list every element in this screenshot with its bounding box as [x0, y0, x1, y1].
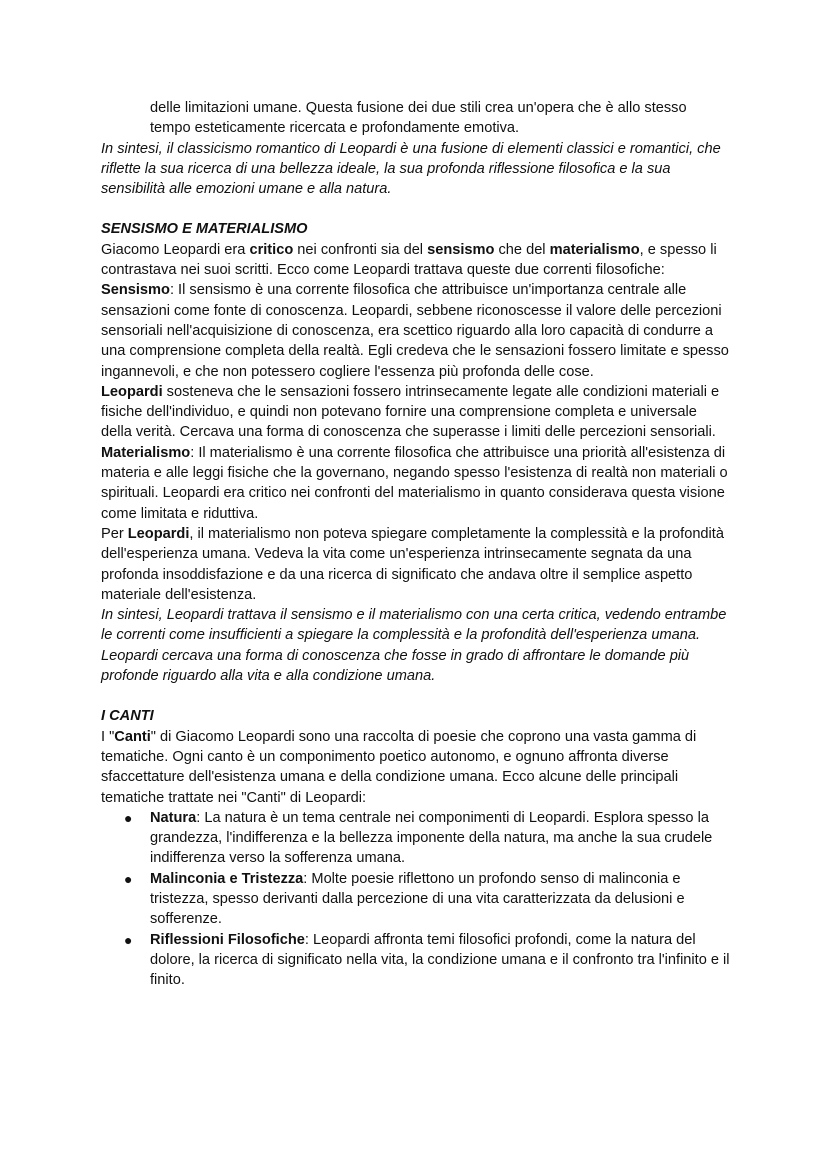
bold-critico: critico — [249, 241, 294, 258]
text-run: Giacomo Leopardi era — [101, 241, 250, 258]
text-run: , il materialismo non poteva spiegare completamente la complessità e la profondità dell'esperienza umana. Vedeva la vita come un'esperienza intrinsecamente segnata da una profonda insoddisfazione e da una ricerca di significato che andava oltre il semplice aspetto materiale dell'esistenza. — [101, 525, 724, 603]
canti-intro-paragraph — [101, 727, 731, 808]
text-run: : Molte poesie riflettono un profondo senso di malinconia e tristezza, spesso derivanti dalla percezione di una vita caratterizzata da delusioni e sofferenze. — [150, 870, 685, 928]
text-run: : Leopardi affronta temi filosofici profondi, come la natura del dolore, la ricerca di significato nella vita, la condizione umana e il confronto tra l'infinito e il finito. — [150, 931, 730, 989]
list-item — [101, 869, 731, 930]
text-run: : Il sensismo è una corrente filosofica che attribuisce un'importanza centrale alle sensazioni come fonte di conoscenza. Leopardi, sebbene riconoscesse il valore delle percezioni sensoriali nell'acquisizione di conoscenza, era scettico riguardo alla loro capacità di condurre a una comprensione completa della realtà. Egli credeva che le sensazioni fossero limitate e spesso ingannevoli, e che non potessero cogliere l'essenza più profonda delle cose. — [101, 282, 729, 380]
text-run: Per — [101, 525, 128, 542]
text-run: sosteneva che le sensazioni fossero intrinsecamente legate alle condizioni materiali e fisiche dell'individuo, e quindi non potevano fornire una comprensione completa e universale della verità. Cercava una forma di conoscenza che superasse i limiti delle percezioni sensoriali. — [101, 383, 720, 441]
term-sensismo: Sensismo — [101, 282, 170, 299]
intro-summary: In sintesi, il classicismo romantico di Leopardi è una fusione di elementi classici e romantici, che riflette la sua ricerca di una bellezza ideale, la sua profonda riflessione filosofica e la sua sensibilità alle emozioni umane e alla natura. — [101, 140, 721, 198]
sensismo-summary: In sintesi, Leopardi trattava il sensismo e il materialismo con una certa critica, vedendo entrambe le correnti come insufficienti a spiegare la complessità e la profondità dell'esperienza umana. Leopardi cercava una forma di conoscenza che fosse in grado di affrontare le domande più profonde riguardo alla vita e alla condizione umana. — [101, 607, 727, 685]
spacer — [101, 686, 731, 706]
section-heading-sensismo: SENSISMO E MATERIALISMO — [101, 221, 308, 238]
bold-sensismo: sensismo — [427, 241, 495, 258]
text-run: , e spesso li contrastava nei suoi scritti. Ecco come Leopardi trattava queste due correnti filosofiche: — [101, 241, 717, 279]
bullet-icon: ● — [124, 931, 133, 948]
bold-materialismo: materialismo — [549, 241, 640, 258]
per-leopardi-paragraph — [101, 524, 731, 605]
term-materialismo: Materialismo — [101, 444, 191, 461]
term-riflessioni: Riflessioni Filosofiche — [150, 931, 305, 948]
list-item — [101, 808, 731, 869]
intro-continuation: delle limitazioni umane. Questa fusione dei due stili crea un'opera che è allo stesso tempo esteticamente ricercata e profondamente emotiva. — [150, 100, 687, 137]
text-run: nei confronti sia del — [293, 241, 428, 258]
text-run: I " — [101, 728, 115, 745]
text-run: che del — [494, 241, 550, 258]
term-leopardi: Leopardi — [127, 525, 190, 542]
section-heading-canti: I CANTI — [101, 708, 154, 725]
term-leopardi: Leopardi — [101, 383, 163, 400]
term-natura: Natura — [150, 809, 197, 826]
sensismo-paragraph — [101, 280, 731, 381]
text-run: : La natura è un tema centrale nei componimenti di Leopardi. Esplora spesso la grandezza, l'indifferenza e la bellezza imponente della natura, ma anche la sua crudele indifferenza verso la sofferenza umana. — [150, 809, 713, 867]
leopardi-paragraph — [101, 382, 731, 443]
materialismo-paragraph — [101, 443, 731, 524]
sensismo-intro-paragraph — [101, 240, 731, 281]
document-page — [101, 98, 731, 990]
canti-themes-list — [101, 808, 731, 991]
text-run: " di Giacomo Leopardi sono una raccolta di poesie che coprono una vasta gamma di tematiche. Ogni canto è un componimento poetico autonomo, e ognuno affronta diverse sfaccettature dell'esistenza umana e della condizione umana. Ecco alcune delle principali tematiche trattate nei "Canti" di Leopardi: — [101, 728, 697, 806]
bold-canti: Canti — [114, 728, 151, 745]
term-malinconia: Malinconia e Tristezza — [150, 870, 304, 887]
bullet-icon: ● — [124, 870, 133, 887]
bullet-icon: ● — [124, 809, 133, 826]
spacer — [101, 199, 731, 219]
text-run: : Il materialismo è una corrente filosofica che attribuisce una priorità all'esistenza di materia e alle leggi fisiche che la governano, negando spesso l'esistenza di realtà non materiali o spirituali. Leopardi era critico nei confronti del materialismo in quanto considerava questa visione come limitata e riduttiva. — [101, 444, 728, 522]
list-item — [101, 930, 731, 991]
